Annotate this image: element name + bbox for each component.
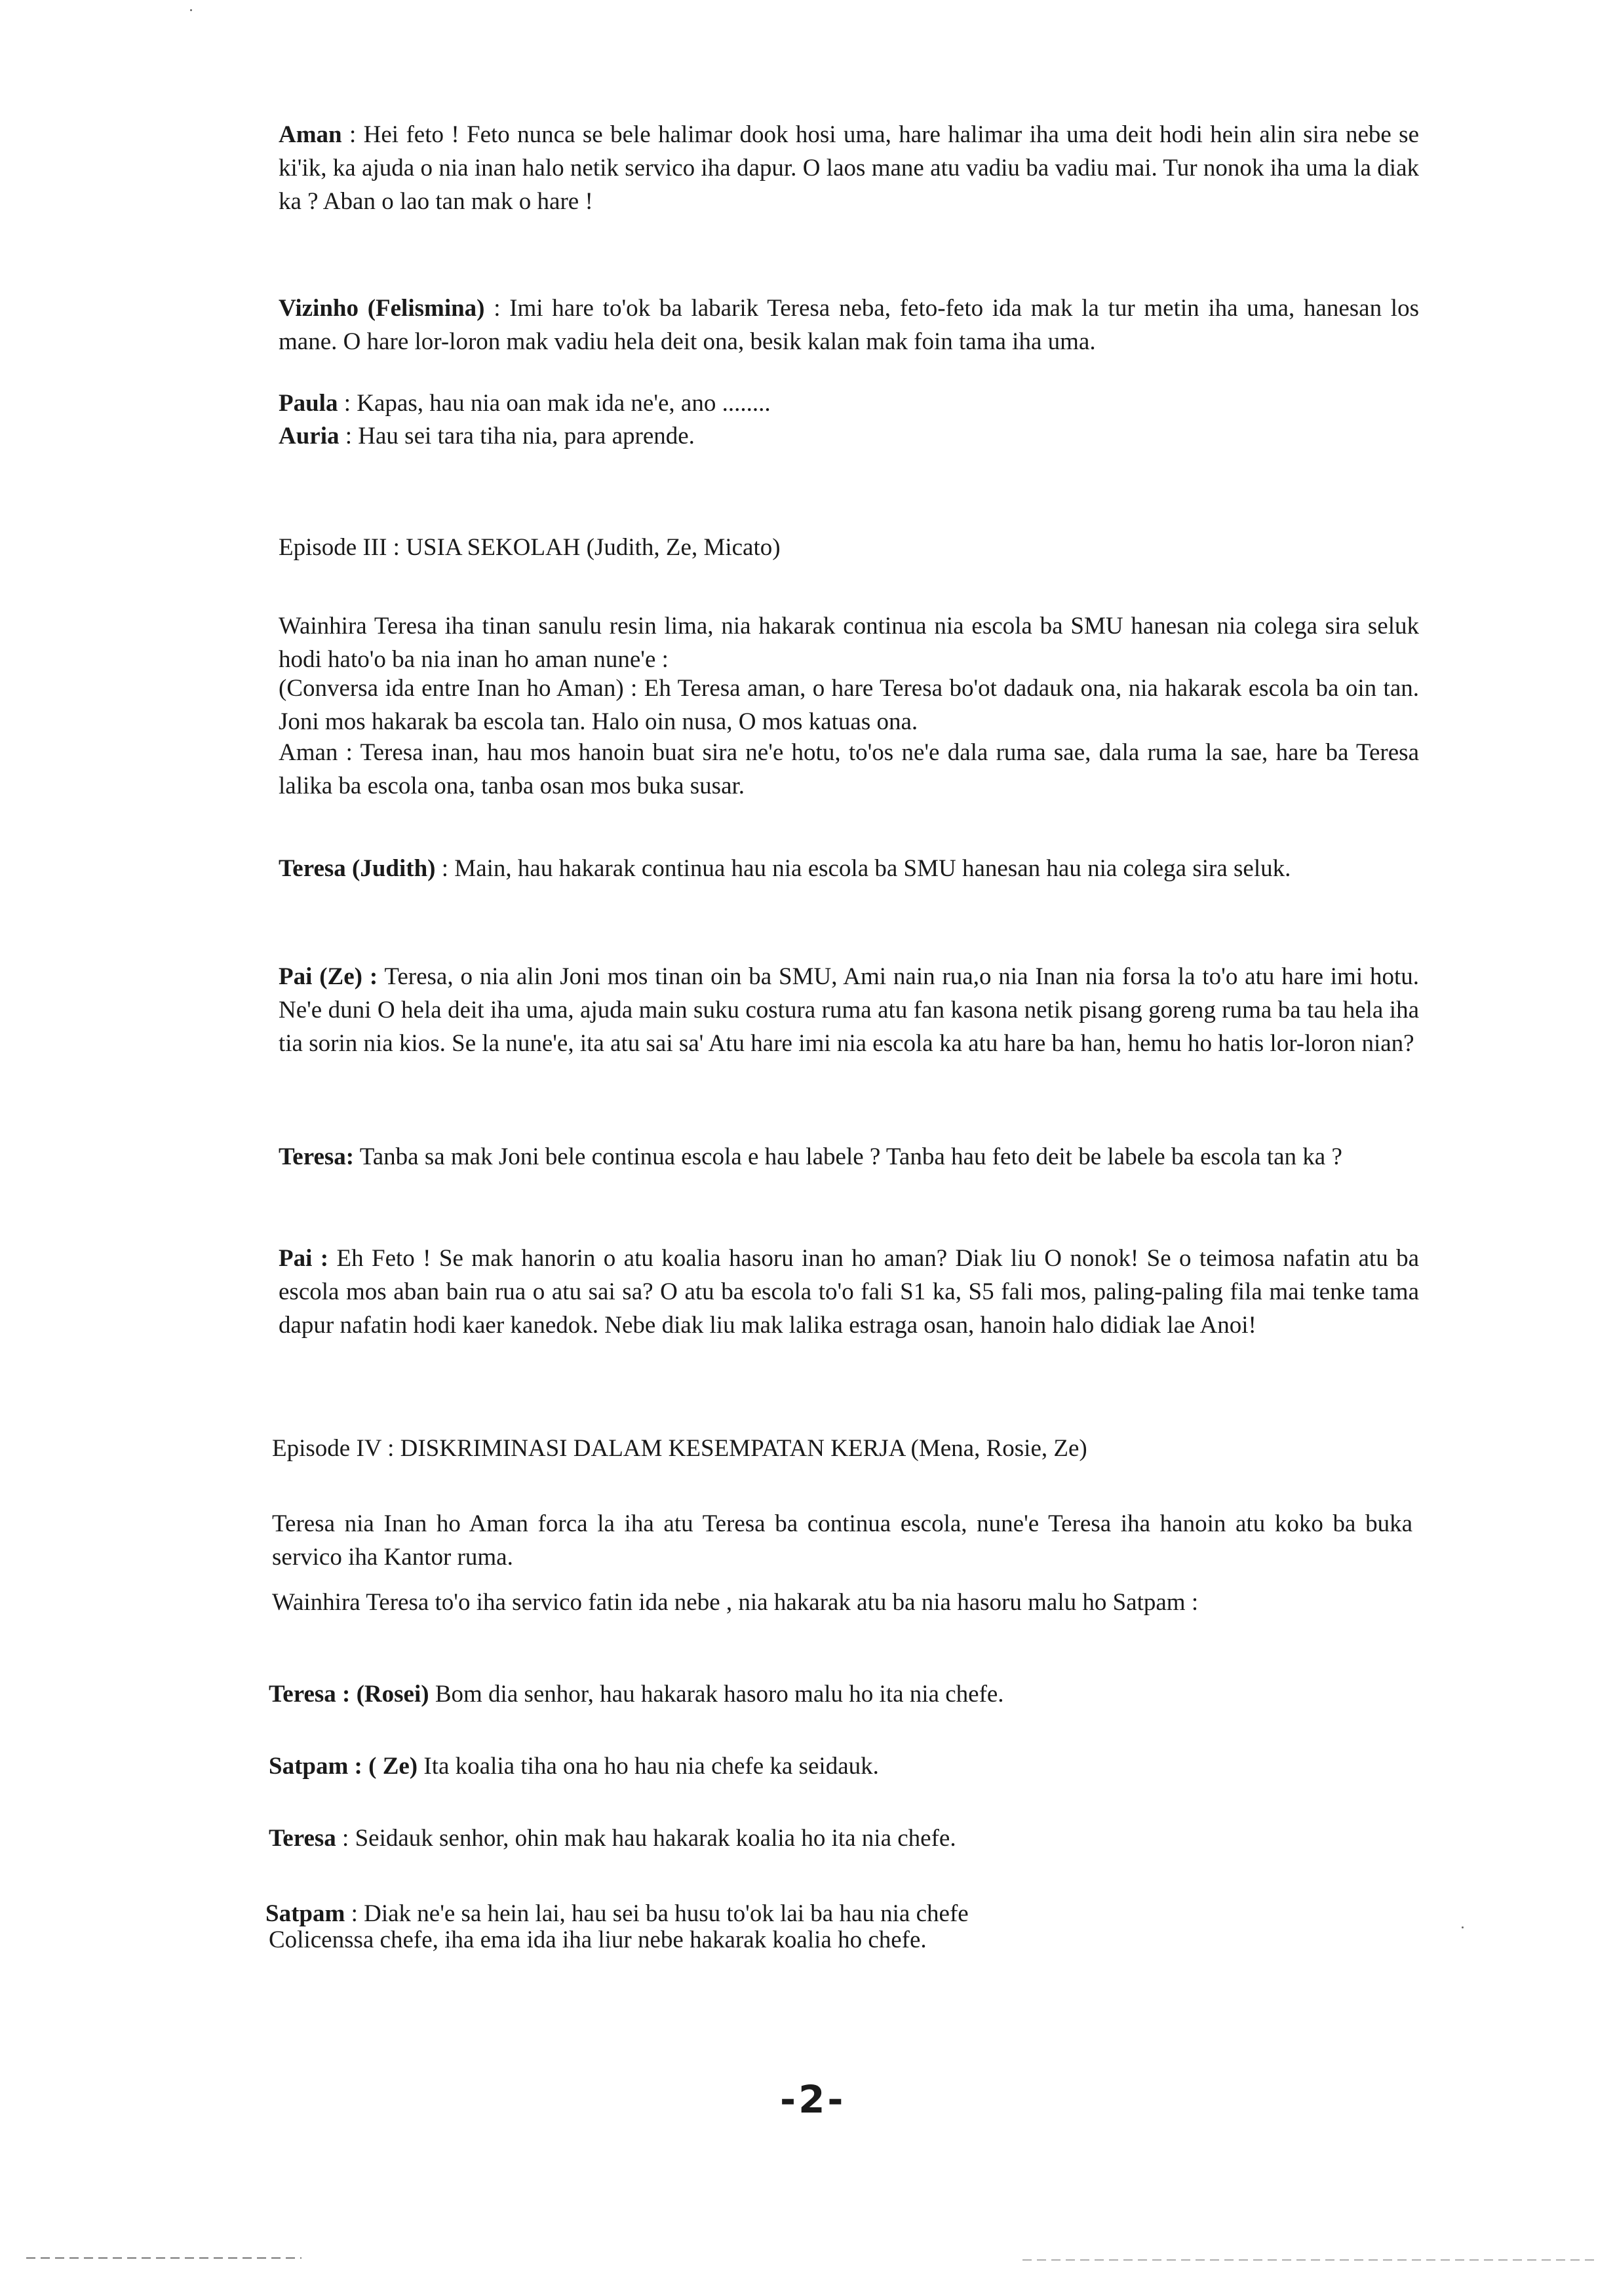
narration-paragraph	[279, 672, 1419, 738]
speaker-name: Teresa : (Rosei)	[269, 1681, 429, 1708]
narration-paragraph	[269, 1923, 1409, 1957]
episode-heading: Episode IV : DISKRIMINASI DALAM KESEMPATAN KERJA (Mena, Rosie, Ze)	[272, 1435, 1087, 1462]
dialogue-text: Teresa, o nia alin Joni mos tinan oin ba SMU, Ami nain rua,o nia Inan nia forsa la to'o atu hare imi hotu. Ne'e duni O hela deit iha uma, ajuda main suku costura ruma atu fan kasona netik pisang goreng ruma ba tau hela iha tia sorin nia kios. Se la nune'e, ita atu sai sa' Atu hare imi nia escola ka atu hare ba han, hemu ho hatis lor-loron nian?	[279, 963, 1419, 1057]
scan-artifact-speck	[1462, 1926, 1464, 1928]
dialogue-line: Paula : Kapas, hau nia oan mak ida ne'e, ano ........	[279, 390, 771, 417]
dialogue-line: Teresa : Seidauk senhor, ohin mak hau hakarak koalia ho ita nia chefe.	[269, 1825, 956, 1852]
dialogue-text: Bom dia senhor, hau hakarak hasoro malu ho ita nia chefe.	[435, 1681, 1004, 1708]
dialogue-text: Main, hau hakarak continua hau nia escola ba SMU hanesan hau nia colega sira seluk.	[454, 855, 1291, 882]
scan-artifact-line	[26, 2257, 302, 2259]
dialogue-text: Teresa nia Inan ho Aman forca la iha atu Teresa ba continua escola, nune'e Teresa iha hanoin atu koko ba buka servico iha Kantor ruma.	[272, 1510, 1412, 1571]
dialogue-line: Satpam : Diak ne'e sa hein lai, hau sei ba husu to'ok lai ba hau nia chefe	[265, 1900, 969, 1927]
speaker-name: Pai :	[279, 1245, 329, 1272]
narration-paragraph	[279, 736, 1419, 803]
dialogue-text: (Conversa ida entre Inan ho Aman) : Eh Teresa aman, o hare Teresa bo'ot dadauk ona, nia hakarak escola ba oin tan. Joni mos hakarak ba escola tan. Halo oin nusa, O mos katuas ona.	[279, 675, 1419, 735]
speaker-name: Auria	[279, 423, 340, 450]
page-number: -2-	[780, 2077, 846, 2122]
dialogue-line: Vizinho (Felismina) : Imi hare to'ok ba labarik Teresa neba, feto-feto ida mak la tur metin iha uma, hanesan los mane. O hare lor-loron mak vadiu hela deit ona, besik kalan mak foin tama iha uma.	[279, 295, 1419, 355]
dialogue-text: Diak ne'e sa hein lai, hau sei ba husu to'ok lai ba hau nia chefe	[364, 1900, 969, 1927]
dialogue-text: Ita koalia tiha ona ho hau nia chefe ka seidauk.	[423, 1753, 879, 1780]
dialogue-text: Imi hare to'ok ba labarik Teresa neba, feto-feto ida mak la tur metin iha uma, hanesan los mane. O hare lor-loron mak vadiu hela deit ona, besik kalan mak foin tama iha uma.	[279, 295, 1419, 355]
dialogue-text: Wainhira Teresa iha tinan sanulu resin lima, nia hakarak continua nia escola ba SMU hanesan nia colega sira seluk hodi hato'o ba nia inan ho aman nune'e :	[279, 613, 1419, 673]
narration-paragraph	[279, 609, 1419, 676]
narration-paragraph	[272, 1586, 1412, 1619]
dialogue-text: Hei feto ! Feto nunca se bele halimar dook hosi uma, hare halimar iha uma deit hodi hein alin sira nebe se ki'ik, ka ajuda o nia inan halo netik servico iha dapur. O laos mane atu vadiu ba vadiu mai. Tur nonok iha uma la diak ka ? Aban o lao tan mak o hare !	[279, 121, 1420, 215]
scan-artifact-line	[1022, 2259, 1599, 2261]
speaker-name: Teresa:	[279, 1143, 355, 1170]
dialogue-text: Hau sei tara tiha nia, para aprende.	[358, 423, 695, 450]
dialogue-line	[279, 1242, 1419, 1342]
speaker-name: Pai (Ze) :	[279, 963, 378, 990]
dialogue-line: Aman : Hei feto ! Feto nunca se bele halimar dook hosi uma, hare halimar iha uma deit hodi hein alin sira nebe se ki'ik, ka ajuda o nia inan halo netik servico iha dapur. O laos mane atu vadiu ba vadiu mai. Tur nonok iha uma la diak ka ? Aban o lao tan mak o hare !	[279, 121, 1420, 215]
dialogue-line	[279, 1140, 1419, 1174]
speaker-name: Paula	[279, 390, 338, 417]
dialogue-text: Seidauk senhor, ohin mak hau hakarak koalia ho ita nia chefe.	[355, 1825, 956, 1852]
speaker-name: Satpam : ( Ze)	[269, 1753, 418, 1780]
dialogue-line: Teresa (Judith) : Main, hau hakarak continua hau nia escola ba SMU hanesan hau nia colega sira seluk.	[279, 855, 1291, 882]
speaker-name: Teresa	[269, 1825, 336, 1852]
dialogue-line	[269, 1677, 1409, 1711]
dialogue-line	[279, 960, 1419, 1060]
narration-paragraph	[272, 1507, 1412, 1574]
speaker-name: Teresa (Judith)	[279, 855, 436, 882]
dialogue-text: Aman : Teresa inan, hau mos hanoin buat sira ne'e hotu, to'os ne'e dala ruma sae, dala ruma la sae, hare ba Teresa lalika ba escola ona, tanba osan mos buka susar.	[279, 739, 1419, 799]
dialogue-line: Auria : Hau sei tara tiha nia, para aprende.	[279, 423, 695, 450]
dialogue-text: Colicenssa chefe, iha ema ida iha liur nebe hakarak koalia ho chefe.	[269, 1926, 927, 1953]
speaker-name: Vizinho (Felismina)	[279, 295, 485, 322]
dialogue-text: Wainhira Teresa to'o iha servico fatin ida nebe , nia hakarak atu ba nia hasoru malu ho Satpam :	[272, 1589, 1199, 1616]
dialogue-line	[269, 1750, 1409, 1783]
scan-artifact-speck	[190, 9, 192, 11]
dialogue-text: Eh Feto ! Se mak hanorin o atu koalia hasoru inan ho aman? Diak liu O nonok! Se o teimosa nafatin atu ba escola mos aban bain rua o atu sai sa? O atu ba escola to'o fali S1 ka, S5 fali mos, paling-paling fila mai tenke tama dapur nafatin hodi kaer kanedok. Nebe diak liu mak lalika estraga osan, hanoin halo didiak lae Anoi!	[279, 1245, 1420, 1339]
dialogue-text: Kapas, hau nia oan mak ida ne'e, ano ........	[357, 390, 771, 417]
speaker-name: Satpam	[265, 1900, 345, 1927]
speaker-name: Aman	[279, 121, 342, 148]
dialogue-text: Tanba sa mak Joni bele continua escola e hau labele ? Tanba hau feto deit be labele ba escola tan ka ?	[359, 1143, 1342, 1170]
episode-heading: Episode III : USIA SEKOLAH (Judith, Ze, Micato)	[279, 534, 781, 561]
